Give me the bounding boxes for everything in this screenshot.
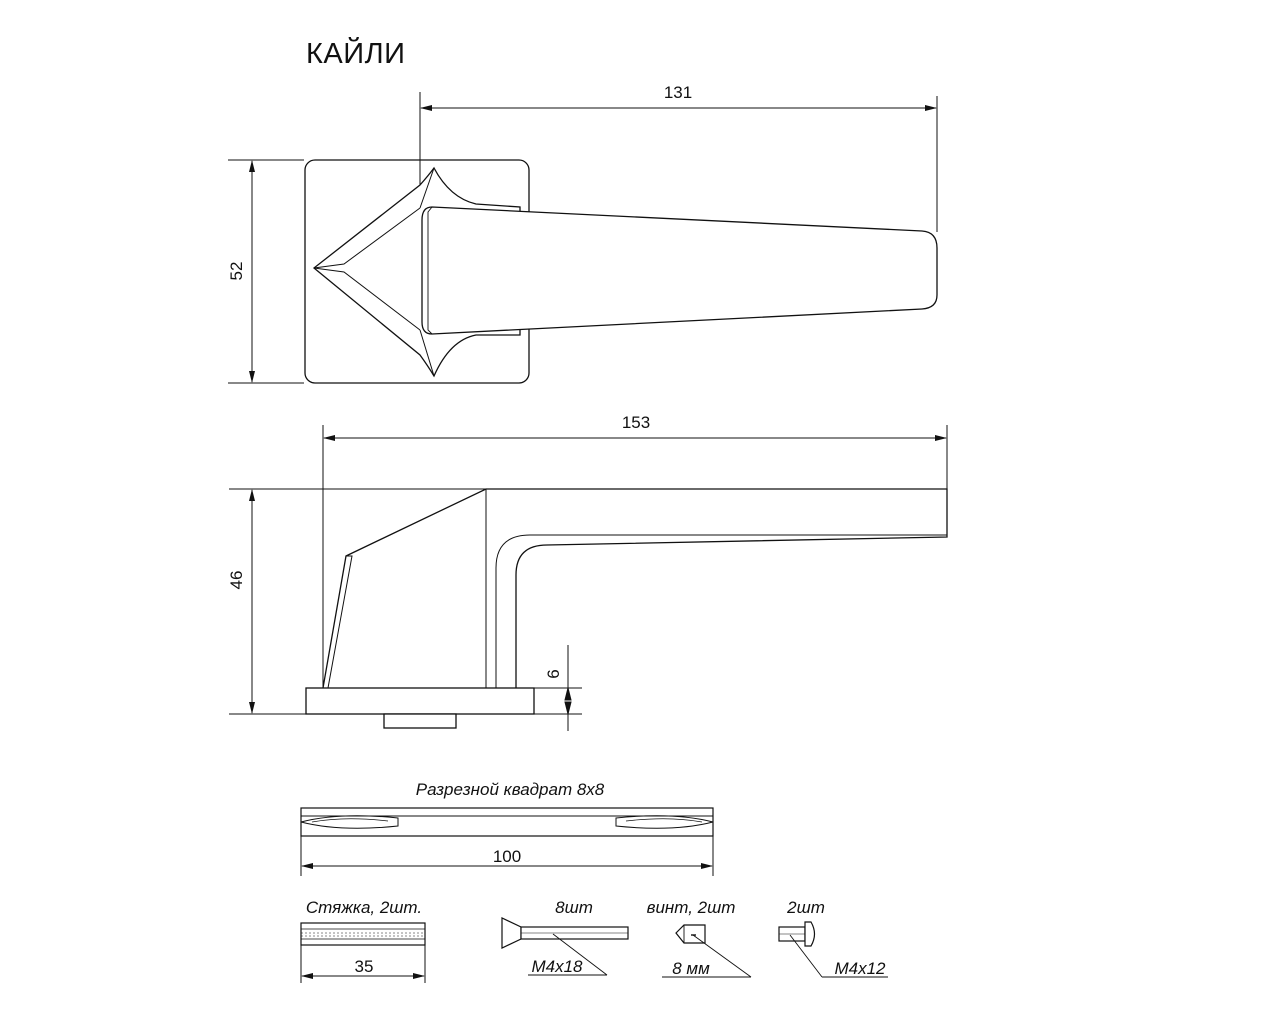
- dim-6-label: 6: [544, 669, 563, 679]
- screw-size-caption: М4х18: [531, 957, 583, 976]
- side-handle-body: [323, 489, 947, 688]
- set-screw-size-caption: 8 мм: [672, 959, 710, 978]
- dim-100-label: 100: [492, 847, 522, 866]
- tie-caption: Стяжка, 2шт.: [305, 898, 423, 917]
- set-screw-caption: винт, 2шт: [646, 898, 736, 917]
- dim-153-label: 153: [621, 413, 651, 432]
- top-lever: [422, 207, 937, 334]
- dim-131-label: 131: [663, 83, 693, 102]
- bolt-qty-caption: 2шт: [787, 898, 825, 917]
- tie-rod: [301, 923, 425, 945]
- side-view: [306, 489, 947, 728]
- screw-qty-caption: 8шт: [555, 898, 593, 917]
- side-spindle-stub: [384, 714, 456, 728]
- top-view: [305, 160, 937, 383]
- drawing-title: КАЙЛИ: [306, 38, 406, 70]
- bolt-size-caption: М4х12: [834, 959, 886, 978]
- side-rose: [306, 688, 534, 714]
- spindle-caption: Разрезной квадрат 8х8: [415, 780, 605, 799]
- dim-46-label: 46: [227, 570, 246, 590]
- spindle: [301, 808, 713, 836]
- dim-35-label: 35: [354, 957, 374, 976]
- dim-52-label: 52: [227, 261, 246, 281]
